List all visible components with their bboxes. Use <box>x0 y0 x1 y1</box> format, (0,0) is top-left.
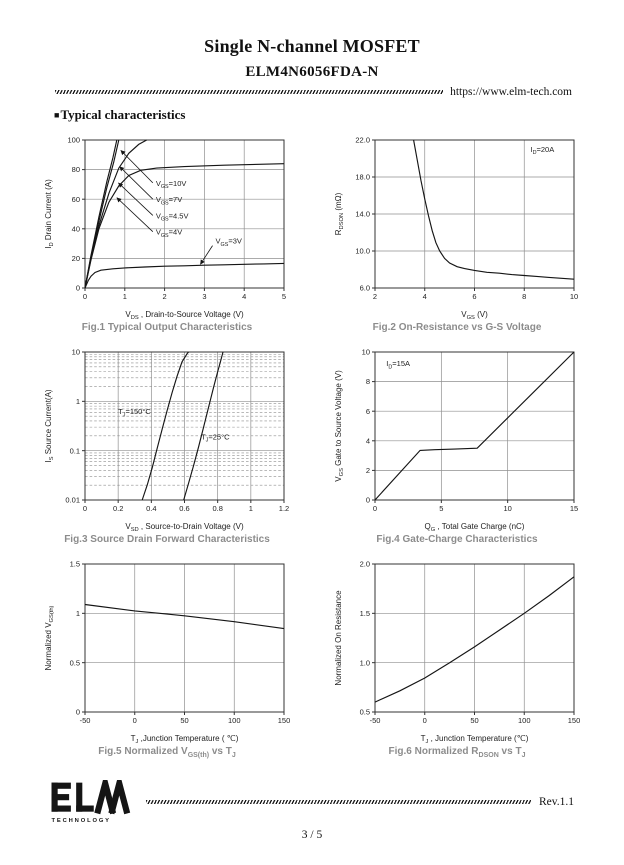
svg-text:10.0: 10.0 <box>355 246 370 256</box>
svg-text:VGS Gate to Source Voltage (V: $V_{GS}$ Gate to Source Voltage (V) <box>334 370 346 482</box>
svg-text:2: 2 <box>162 292 167 301</box>
svg-text:40: 40 <box>71 224 80 234</box>
svg-text:6: 6 <box>472 292 477 301</box>
fig5-caption: Fig.5 Normalized $V_{GS(th)}$ vs $T_J$ <box>98 746 236 759</box>
figure-2-on-resistance-vs-vgs <box>323 131 591 333</box>
section-bullet-icon: ■ <box>54 110 60 120</box>
section-title-label: Typical characteristics <box>60 107 186 122</box>
svg-text:2: 2 <box>372 292 378 301</box>
svg-text:6: 6 <box>365 406 370 416</box>
fig2-series <box>414 140 574 279</box>
fig1-series <box>85 263 284 288</box>
svg-text:VSD , Source-to-Drain Voltage: $V_{SD}$ , Source-to-Drain Voltage (V) <box>125 522 244 533</box>
svg-text:TJ ,Junction Temperature ( ℃): $T_J$ ,Junction Temperature ( ℃) <box>130 734 239 745</box>
fig3-series <box>184 352 223 500</box>
svg-text:4: 4 <box>365 436 370 446</box>
svg-text:RDSON (mΩ): $R_{DSON}$ (mΩ) <box>334 192 346 236</box>
header-divider-row <box>0 86 624 98</box>
svg-text:0.5: 0.5 <box>359 707 370 717</box>
svg-text:150: 150 <box>277 716 291 725</box>
svg-text:0: 0 <box>82 292 88 301</box>
svg-text:150: 150 <box>567 716 581 725</box>
svg-text:0: 0 <box>75 283 80 293</box>
revision-label: Rev.1.1 <box>538 796 574 808</box>
figure-1-output-characteristics <box>33 131 301 333</box>
svg-text:VDS , Drain-to-Source Voltage: $V_{DS}$ , Drain-to-Source Voltage (V) <box>125 310 244 321</box>
svg-text:0: 0 <box>372 504 378 513</box>
svg-text:60: 60 <box>71 194 80 204</box>
svg-text:4: 4 <box>422 292 427 301</box>
fig1-series <box>85 140 147 288</box>
svg-text:0: 0 <box>132 716 137 725</box>
svg-text:-50: -50 <box>79 716 91 725</box>
svg-text:TJ=150°C: $T_J=150^\circ C$ <box>118 407 151 419</box>
logo-letter-l <box>76 783 94 812</box>
figure-6-normalized-rdson <box>323 555 591 759</box>
charts-grid <box>0 123 624 759</box>
svg-text:0.6: 0.6 <box>179 504 190 513</box>
fig4-caption: Fig.4 Gate-Charge Characteristics <box>376 534 538 545</box>
svg-text:100: 100 <box>67 135 80 145</box>
fig3-caption: Fig.3 Source Drain Forward Characteristics <box>64 534 270 545</box>
figure-3-source-drain-forward <box>33 343 301 545</box>
website-link[interactable]: https://www.elm-tech.com <box>450 86 572 98</box>
svg-text:Normalized VGS(th): Normalized $V_{GS(th)}$ <box>44 605 56 671</box>
svg-text:0: 0 <box>422 716 427 725</box>
svg-text:VGS (V): $V_{GS}$ (V) <box>461 310 488 321</box>
svg-text:-50: -50 <box>369 716 381 725</box>
svg-text:22.0: 22.0 <box>355 135 370 145</box>
svg-text:3: 3 <box>202 292 207 301</box>
svg-text:VGS=3V: $V_{GS}=3V$ <box>215 236 242 248</box>
svg-text:10: 10 <box>361 347 370 357</box>
svg-text:1: 1 <box>122 292 127 301</box>
logo-letter-m <box>97 784 127 814</box>
svg-text:50: 50 <box>180 716 189 725</box>
svg-text:8: 8 <box>522 292 527 301</box>
svg-text:VGS=7V: $V_{GS}=7V$ <box>155 195 183 207</box>
svg-text:10: 10 <box>569 292 579 301</box>
svg-text:5: 5 <box>439 504 444 513</box>
fig4-chart <box>331 343 583 533</box>
page-number: 3 / 5 <box>301 829 323 841</box>
svg-text:ID=20A: $I_D=20A$ <box>530 145 555 157</box>
svg-text:0.2: 0.2 <box>112 504 124 513</box>
fig6-caption: Fig.6 Normalized $R_{DSON}$ vs $T_J$ <box>388 746 526 759</box>
svg-text:6.0: 6.0 <box>359 283 370 293</box>
svg-text:100: 100 <box>517 716 531 725</box>
svg-text:4: 4 <box>242 292 247 301</box>
svg-text:1: 1 <box>75 396 80 406</box>
svg-text:5: 5 <box>281 292 287 301</box>
logo-subtitle: TECHNOLOGY <box>51 818 111 824</box>
svg-text:Normalized On Resistance: Normalized On Resistance <box>334 590 343 686</box>
svg-text:0.5: 0.5 <box>69 658 80 668</box>
part-number: ELM4N6056FDA-N <box>245 64 379 80</box>
svg-text:80: 80 <box>71 165 80 175</box>
svg-text:1.5: 1.5 <box>359 608 370 618</box>
fig4-series <box>375 352 574 500</box>
svg-text:VGS=10V: $V_{GS}=10V$ <box>155 178 187 191</box>
logo-letter-e <box>52 783 71 812</box>
svg-text:TJ , Junction Temperature (℃): $T_J$ , Junction Temperature (℃) <box>420 734 529 745</box>
svg-text:1.5: 1.5 <box>69 559 80 569</box>
svg-text:20: 20 <box>71 254 80 263</box>
svg-text:0: 0 <box>82 504 88 513</box>
fig2-caption: Fig.2 On-Resistance vs G-S Voltage <box>372 322 542 333</box>
svg-text:50: 50 <box>470 716 479 725</box>
svg-text:10: 10 <box>71 347 80 357</box>
svg-text:0.8: 0.8 <box>212 504 223 513</box>
svg-text:0.4: 0.4 <box>146 504 157 513</box>
svg-text:TJ=25°C: $T_J=25^\circ C$ <box>201 432 230 444</box>
svg-text:ID Drain Current (A): $I_D$ Drain Current (A) <box>44 179 56 249</box>
svg-text:100: 100 <box>227 716 241 725</box>
page-title: Single N-channel MOSFET <box>204 36 420 56</box>
figure-4-gate-charge <box>323 343 591 545</box>
fig3-chart <box>41 343 293 533</box>
fig1-caption: Fig.1 Typical Output Characteristics <box>81 322 253 333</box>
page-footer <box>0 780 624 841</box>
svg-text:0.01: 0.01 <box>65 495 80 505</box>
svg-text:14.0: 14.0 <box>355 209 370 219</box>
svg-text:0.1: 0.1 <box>69 446 80 456</box>
figure-5-normalized-vgsth <box>33 555 301 759</box>
fig6-chart <box>331 555 583 745</box>
svg-text:18.0: 18.0 <box>355 172 370 182</box>
footer-divider-row <box>0 780 624 824</box>
svg-text:QG , Total Gate Charge (nC): $Q_G$ , Total Gate Charge (nC) <box>424 522 525 533</box>
header-divider-line <box>55 90 443 94</box>
svg-text:1.2: 1.2 <box>278 504 290 513</box>
fig3-series <box>142 352 188 500</box>
svg-text:1.0: 1.0 <box>359 658 370 668</box>
elm-technology-logo <box>46 780 138 824</box>
svg-text:1: 1 <box>75 608 80 618</box>
fig2-chart <box>331 131 583 321</box>
svg-text:1: 1 <box>248 504 253 513</box>
svg-text:2.0: 2.0 <box>359 559 370 569</box>
svg-text:8: 8 <box>365 377 370 387</box>
svg-text:15: 15 <box>569 504 579 513</box>
svg-text:VGS=4V: $V_{GS}=4V$ <box>155 227 183 239</box>
svg-text:VGS=4.5V: $V_{GS}=4.5V$ <box>155 211 189 223</box>
section-title <box>0 98 624 123</box>
svg-text:ID=15A: $I_D=15A$ <box>386 359 411 371</box>
svg-text:2: 2 <box>365 466 370 475</box>
footer-divider-line <box>146 800 531 804</box>
svg-text:IS Source Current(A): $I_S$ Source Current(A) <box>44 389 56 463</box>
fig5-chart <box>41 555 293 745</box>
fig1-chart <box>41 131 293 321</box>
svg-text:0: 0 <box>365 495 370 505</box>
svg-text:0: 0 <box>75 707 80 717</box>
svg-text:10: 10 <box>503 504 512 513</box>
